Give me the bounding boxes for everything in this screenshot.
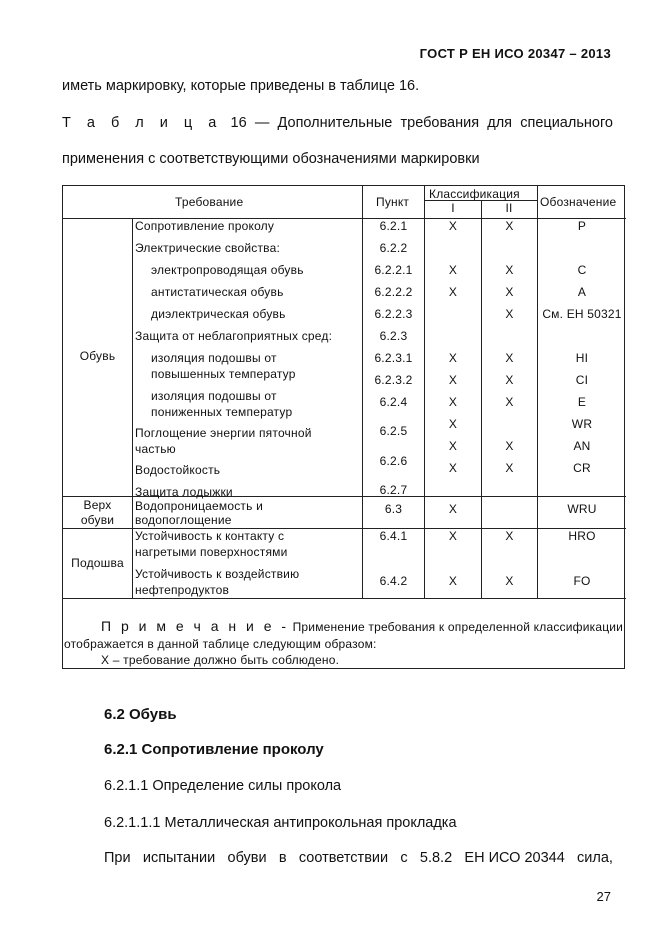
class-2-cell: X — [505, 574, 514, 588]
table-note-line2: отображается в данной таблице следующим образом: — [64, 637, 377, 651]
requirement-text: Устойчивость к контакту с — [135, 529, 285, 543]
requirement-text: нагретыми поверхностями — [135, 545, 288, 559]
document-code: ГОСТ Р ЕН ИСО 20347 – 2013 — [419, 46, 611, 61]
class-1-cell: X — [448, 574, 458, 588]
class-1-cell: X — [448, 461, 458, 475]
grid-line — [132, 218, 133, 598]
clause-cell: 6.2.3 — [379, 329, 408, 343]
designation-cell: E — [577, 395, 587, 409]
designation-cell: CI — [575, 373, 589, 387]
class-2-cell: X — [505, 373, 514, 387]
group-footwear: Обувь — [79, 349, 116, 363]
paragraph-word: соответствии — [298, 850, 389, 866]
requirement-text: Электрические свойства: — [135, 241, 281, 255]
class-1-cell: X — [448, 285, 458, 299]
section-heading: 6.2 Обувь — [104, 706, 177, 723]
caption-word: специального — [520, 115, 613, 131]
requirement-text: Защита от неблагоприятных сред: — [135, 329, 333, 343]
clause-cell: 6.2.5 — [379, 424, 408, 438]
class-1-cell: X — [448, 351, 458, 365]
class-2-cell: X — [505, 351, 514, 365]
caption-word: Т а б л и ц а — [62, 115, 223, 131]
header-classification: Классификация — [429, 187, 520, 201]
designation-cell: HI — [575, 351, 589, 365]
class-1-cell: X — [448, 395, 458, 409]
class-2-cell: X — [505, 263, 514, 277]
section-heading: 6.2.1 Сопротивление проколу — [104, 741, 324, 758]
requirement-text: Водостойкость — [135, 463, 221, 477]
requirement-text: нефтепродуктов — [135, 583, 230, 597]
subsection-heading: 6.2.1.1 Определение силы прокола — [104, 778, 342, 794]
intro-line: иметь маркировку, которые приведены в таблице 16. — [62, 78, 420, 94]
requirement-text: Поглощение энергии пяточной — [135, 426, 312, 440]
table-caption-line1 — [62, 115, 613, 131]
clause-cell: 6.3 — [384, 502, 403, 516]
clause-cell: 6.2.6 — [379, 454, 408, 468]
clause-cell: 6.2.2.1 — [374, 263, 413, 277]
page-number: 27 — [596, 889, 611, 904]
class-2-cell: X — [505, 439, 514, 453]
requirements-table — [62, 185, 625, 669]
header-designation: Обозначение — [540, 195, 617, 209]
designation-cell: WRU — [567, 502, 597, 516]
clause-cell: 6.2.2.2 — [374, 285, 413, 299]
subsection-heading: 6.2.1.1.1 Металлическая антипрокольная прокладка — [104, 815, 457, 831]
clause-cell: 6.4.1 — [379, 529, 408, 543]
clause-cell: 6.2.2.3 — [374, 307, 413, 321]
group-upper-line2: обуви — [80, 513, 115, 527]
header-requirement: Требование — [175, 195, 244, 209]
paragraph-word: обуви — [227, 850, 267, 866]
designation-cell: См. ЕН 50321 — [542, 307, 622, 321]
clause-cell: 6.2.4 — [379, 395, 408, 409]
requirement-text: пониженных температур — [151, 405, 293, 419]
paragraph-word: ЕН ИСО 20344 — [464, 850, 565, 866]
table-caption-line2: применения с соответствующими обозначениями маркировки — [62, 151, 480, 167]
caption-word: 16 — [230, 115, 247, 131]
caption-word: для — [487, 115, 513, 131]
paragraph-word: При — [104, 850, 131, 866]
grid-line — [63, 598, 626, 599]
designation-cell: P — [577, 219, 587, 233]
clause-cell: 6.4.2 — [379, 574, 408, 588]
group-upper-line1: Верх — [83, 498, 112, 512]
requirement-text: Устойчивость к воздействию — [135, 567, 300, 581]
class-2-cell: X — [505, 529, 514, 543]
clause-cell: 6.2.1 — [379, 219, 408, 233]
paragraph-word: в — [278, 850, 287, 866]
clause-cell: 6.2.3.1 — [374, 351, 413, 365]
caption-word: — — [254, 115, 270, 131]
header-class-1: I — [451, 201, 455, 215]
paragraph-word: с — [400, 850, 408, 866]
designation-cell: A — [577, 285, 587, 299]
requirement-text: антистатическая обувь — [151, 285, 284, 299]
requirement-text: Водопроницаемость и — [135, 499, 263, 513]
requirement-text: Сопротивление проколу — [135, 219, 275, 233]
class-1-cell: X — [448, 529, 458, 543]
class-1-cell: X — [448, 439, 458, 453]
table-note-line1 — [101, 618, 623, 634]
table-note-line3: X – требование должно быть соблюдено. — [101, 653, 340, 667]
class-1-cell: X — [448, 502, 458, 516]
class-2-cell: X — [505, 219, 514, 233]
requirement-text: изоляция подошвы от — [151, 389, 277, 403]
requirement-text: повышенных температур — [151, 367, 296, 381]
clause-cell: 6.2.3.2 — [374, 373, 413, 387]
class-1-cell: X — [448, 417, 458, 431]
requirement-text: изоляция подошвы от — [151, 351, 277, 365]
class-2-cell: X — [505, 395, 514, 409]
requirement-text: Защита лодыжки — [135, 485, 233, 499]
designation-cell: WR — [571, 417, 593, 431]
paragraph-word: 5.8.2 — [419, 850, 453, 866]
note-label: П р и м е ч а н и е - — [101, 618, 290, 634]
clause-cell: 6.2.2 — [379, 241, 408, 255]
class-1-cell: X — [448, 263, 458, 277]
requirement-text: диэлектрическая обувь — [151, 307, 286, 321]
header-clause: Пункт — [376, 195, 410, 209]
paragraph-word: сила, — [577, 850, 613, 866]
caption-word: Дополнительные — [277, 115, 393, 131]
group-sole: Подошва — [71, 556, 124, 570]
designation-cell: HRO — [568, 529, 596, 543]
designation-cell: CR — [573, 461, 591, 475]
paragraph-line — [104, 850, 613, 866]
caption-word: требования — [400, 115, 480, 131]
requirement-text: электропроводящая обувь — [151, 263, 304, 277]
class-1-cell: X — [448, 373, 458, 387]
requirement-text: водопоглощение — [135, 513, 232, 527]
note-text: Применение требования к определенной классификации — [292, 620, 624, 634]
class-2-cell: X — [505, 285, 514, 299]
designation-cell: FO — [573, 574, 591, 588]
paragraph-word: испытании — [142, 850, 216, 866]
class-2-cell: X — [505, 461, 514, 475]
requirement-text: частью — [135, 442, 176, 456]
designation-cell: AN — [573, 439, 591, 453]
clause-cell: 6.2.7 — [379, 483, 408, 497]
designation-cell: C — [577, 263, 587, 277]
class-2-cell: X — [505, 307, 514, 321]
header-class-2: II — [505, 201, 513, 215]
class-1-cell: X — [448, 219, 458, 233]
